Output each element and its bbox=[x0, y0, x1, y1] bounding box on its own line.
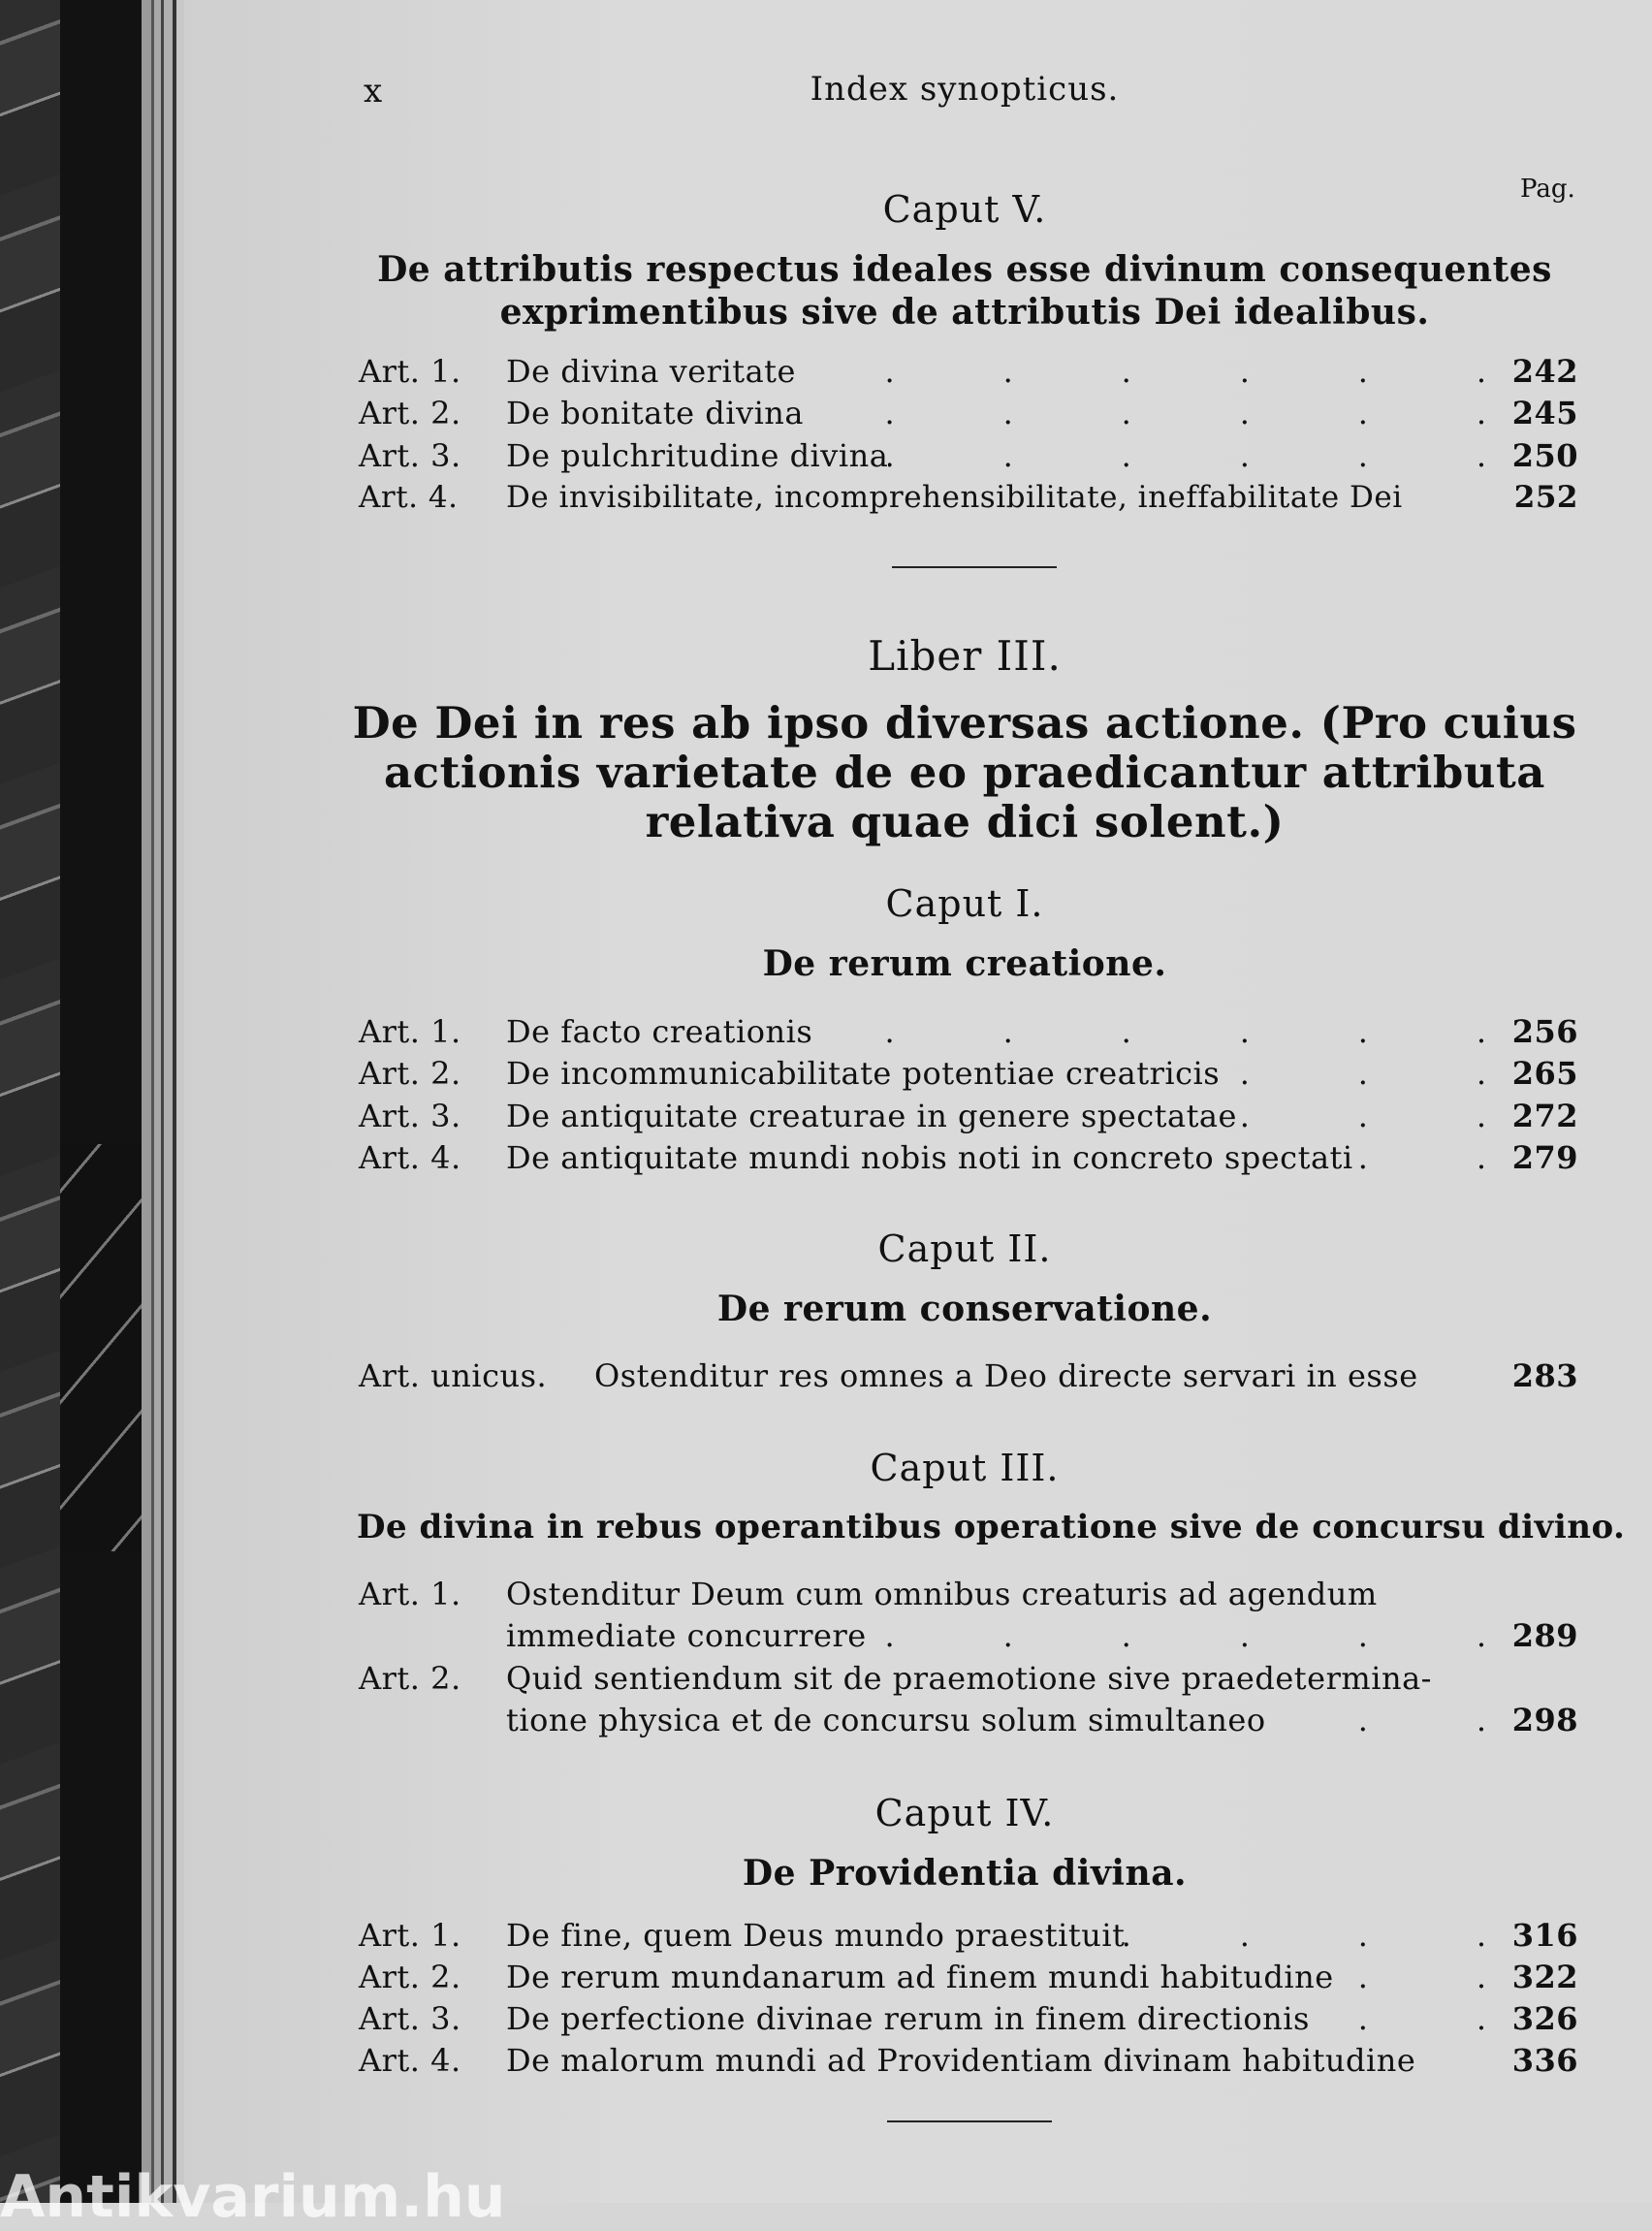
article-title: De rerum mundanarum ad finem mundi habitudine bbox=[506, 1959, 1334, 1995]
article-title: Quid sentiendum sit de praemotione sive praedetermina- bbox=[506, 1660, 1432, 1697]
page-ref: 289 bbox=[1511, 1617, 1578, 1654]
article-label: Art. 4. bbox=[359, 480, 459, 515]
toc-entry-continued[interactable] bbox=[359, 1615, 1578, 1657]
page-ref: 272 bbox=[1511, 1098, 1578, 1134]
section-divider bbox=[887, 2120, 1052, 2122]
article-label: Art. 1. bbox=[359, 1917, 461, 1954]
toc-entry[interactable] bbox=[359, 1096, 1578, 1137]
toc-entry[interactable] bbox=[359, 1957, 1578, 1998]
article-title: De pulchritudine divina bbox=[506, 437, 889, 474]
caput-i-title: De rerum creatione. bbox=[762, 943, 1167, 984]
page-ref: 336 bbox=[1511, 2042, 1578, 2079]
title-line: De Dei in res ab ipso diversas actione. (Pro cuius bbox=[352, 697, 1577, 749]
article-title: De facto creationis bbox=[506, 1013, 813, 1050]
page-ref: 265 bbox=[1511, 1055, 1578, 1092]
article-label: Art. 1. bbox=[359, 1576, 461, 1612]
article-title: immediate concurrere bbox=[506, 1617, 867, 1654]
article-label: Art. 4. bbox=[359, 2042, 461, 2079]
title-line: De attributis respectus ideales esse divinum consequentes bbox=[377, 249, 1552, 290]
page-edges bbox=[142, 0, 184, 2203]
liber-iii-heading: Liber III. bbox=[868, 632, 1062, 680]
caput-iv-heading: Caput IV. bbox=[874, 1792, 1055, 1834]
toc-entry[interactable] bbox=[359, 1355, 1578, 1397]
page-ref: 279 bbox=[1511, 1139, 1578, 1176]
article-label: Art. 2. bbox=[359, 395, 461, 431]
page-ref: 298 bbox=[1511, 1702, 1578, 1738]
article-label: Art. 2. bbox=[359, 1660, 461, 1697]
caput-i-heading: Caput I. bbox=[885, 882, 1044, 925]
section-divider bbox=[892, 566, 1057, 568]
article-title: De divina veritate bbox=[506, 353, 796, 390]
page-ref: 242 bbox=[1511, 353, 1578, 390]
page-ref: 245 bbox=[1511, 395, 1578, 431]
article-title: Ostenditur res omnes a Deo directe servari in esse bbox=[594, 1357, 1418, 1394]
article-title: De invisibilitate, incomprehensibilitate, ineffabilitate Dei bbox=[506, 480, 1403, 515]
page-ref: 252 bbox=[1513, 480, 1578, 515]
liber-iii-title bbox=[349, 698, 1580, 846]
caput-iii-title: De divina in rebus operantibus operatione sive de concursu divino. bbox=[357, 1508, 1626, 1546]
page-number: x bbox=[364, 72, 384, 111]
toc-entry-continued[interactable] bbox=[359, 1700, 1578, 1741]
toc-entry[interactable] bbox=[359, 477, 1578, 519]
toc-entry[interactable] bbox=[359, 1053, 1578, 1095]
article-label: Art. 1. bbox=[359, 1013, 461, 1050]
article-title: Ostenditur Deum cum omnibus creaturis ad agendum bbox=[506, 1576, 1378, 1612]
caput-iv-title: De Providentia divina. bbox=[742, 1853, 1188, 1894]
article-label: Art. 3. bbox=[359, 1098, 461, 1134]
title-line: actionis varietate de eo praedicantur attributa bbox=[384, 747, 1545, 798]
toc-entry[interactable] bbox=[359, 351, 1578, 393]
watermark: Antikvarium.hu bbox=[0, 2163, 506, 2231]
toc-entry[interactable] bbox=[359, 2040, 1578, 2082]
article-title: De fine, quem Deus mundo praestituit bbox=[506, 1917, 1126, 1954]
page-ref: 256 bbox=[1511, 1013, 1578, 1050]
page-ref: 326 bbox=[1511, 2000, 1578, 2037]
article-title: De perfectione divinae rerum in finem directionis bbox=[506, 2000, 1310, 2037]
toc-entry[interactable] bbox=[359, 1998, 1578, 2040]
toc-entry[interactable] bbox=[359, 1658, 1578, 1700]
article-title: De incommunicabilitate potentiae creatricis bbox=[506, 1055, 1221, 1092]
toc-entry[interactable] bbox=[359, 1915, 1578, 1957]
article-title: De bonitate divina bbox=[506, 395, 804, 431]
toc-entry[interactable] bbox=[359, 1574, 1578, 1615]
toc-entry[interactable] bbox=[359, 1137, 1578, 1179]
running-title: Index synopticus. bbox=[810, 70, 1120, 109]
spine-strip bbox=[60, 0, 142, 2203]
caput-iii-heading: Caput III. bbox=[870, 1447, 1060, 1489]
title-line: exprimentibus sive de attributis Dei idealibus. bbox=[499, 292, 1430, 333]
article-label: Art. 1. bbox=[359, 353, 461, 390]
article-label: Art. 3. bbox=[359, 437, 461, 474]
toc-entry[interactable] bbox=[359, 393, 1578, 434]
article-title: tione physica et de concursu solum simultaneo bbox=[506, 1702, 1266, 1738]
page-ref: 316 bbox=[1511, 1917, 1578, 1954]
caput-ii-title: De rerum conservatione. bbox=[716, 1289, 1213, 1329]
article-label: Art. 2. bbox=[359, 1055, 461, 1092]
book-binding bbox=[0, 0, 184, 2203]
article-label: Art. unicus. bbox=[359, 1357, 548, 1394]
marbled-cover-edge bbox=[0, 0, 60, 2203]
page-ref: 250 bbox=[1511, 437, 1578, 474]
article-title: De antiquitate creaturae in genere spectatae bbox=[506, 1098, 1237, 1134]
caput-v-heading: Caput V. bbox=[882, 188, 1047, 231]
article-label: Art. 3. bbox=[359, 2000, 461, 2037]
article-label: Art. 4. bbox=[359, 1139, 461, 1176]
article-title: De antiquitate mundi nobis noti in concreto spectati bbox=[506, 1139, 1353, 1176]
page-ref: 322 bbox=[1511, 1959, 1578, 1995]
pag-label: Pag. bbox=[1520, 175, 1575, 204]
caput-v-title bbox=[349, 248, 1580, 334]
page-ref: 283 bbox=[1511, 1357, 1578, 1394]
title-line: relativa quae dici solent.) bbox=[645, 796, 1285, 847]
article-title: De malorum mundi ad Providentiam divinam habitudine bbox=[506, 2042, 1416, 2079]
toc-entry[interactable] bbox=[359, 435, 1578, 477]
toc-entry[interactable] bbox=[359, 1011, 1578, 1053]
caput-ii-heading: Caput II. bbox=[877, 1227, 1052, 1270]
article-label: Art. 2. bbox=[359, 1959, 461, 1995]
